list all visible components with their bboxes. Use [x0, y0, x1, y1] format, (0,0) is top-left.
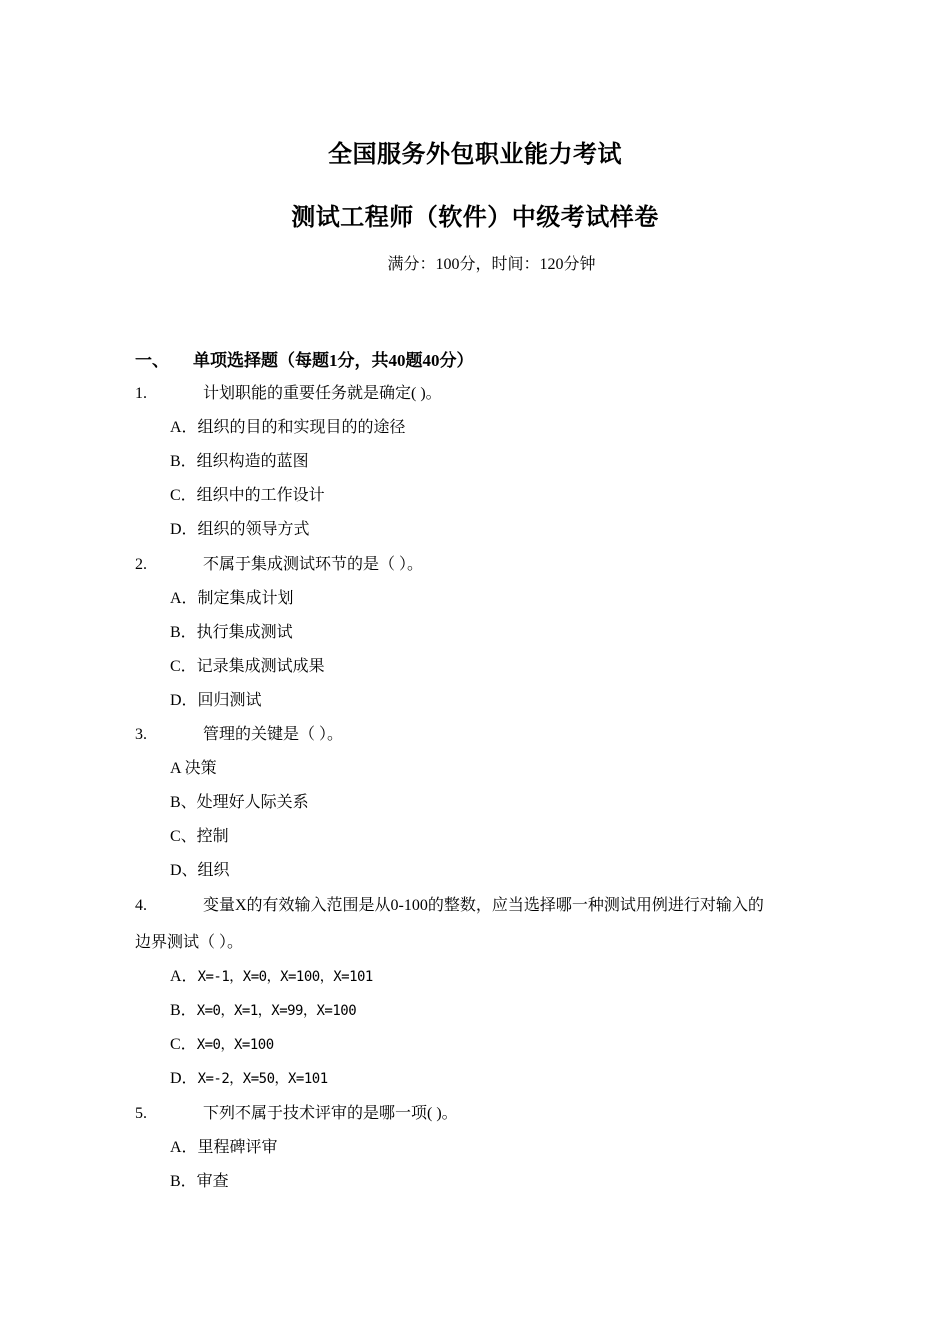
option-d: D．组织的领导方式: [170, 521, 310, 538]
question-text: 变量X的有效输入范围是从0-100的整数，应当选择哪一种测试用例进行对输入的: [203, 897, 764, 914]
question-text: 计划职能的重要任务就是确定( )。: [203, 385, 442, 402]
section-number: 一、: [135, 351, 169, 370]
option-c: C．组织中的工作设计: [170, 487, 325, 504]
option-b: B、处理好人际关系: [170, 794, 309, 811]
option-value: X=-1，X=0，X=100，X=101: [197, 969, 373, 985]
exam-meta: 满分：100分，时间：120分钟: [387, 256, 596, 273]
section-title: 单项选择题（每题1分，共40题40分）: [193, 351, 474, 370]
option-c: C、控制: [170, 828, 229, 845]
option-a: A．制定集成计划: [170, 590, 294, 607]
option-c: C．记录集成测试成果: [170, 658, 325, 675]
question-text: 管理的关键是（ ）。: [203, 726, 344, 743]
option-d: D、组织: [170, 862, 230, 879]
option-value: X=0，X=1，X=99，X=100: [196, 1003, 357, 1019]
question-text: 下列不属于技术评审的是哪一项( )。: [203, 1105, 458, 1122]
question-text-continuation: 边界测试（ ）。: [135, 934, 244, 951]
option-value: X=-2，X=50，X=101: [197, 1071, 328, 1087]
option-b: B．组织构造的蓝图: [170, 453, 309, 470]
option-b: B．审查: [170, 1173, 229, 1190]
section-heading: [135, 346, 474, 371]
option-value: X=0，X=100: [196, 1037, 274, 1053]
option-letter: B．: [170, 1002, 197, 1019]
question-number: 1.: [135, 385, 147, 402]
option-letter: D．: [170, 1070, 198, 1087]
option-a: A．组织的目的和实现目的的途径: [170, 419, 406, 436]
question-number: 3.: [135, 726, 147, 743]
question-number: 5.: [135, 1105, 147, 1122]
option-b: [170, 1001, 356, 1021]
option-a: [170, 967, 373, 987]
option-c: [170, 1035, 274, 1055]
option-a: A．里程碑评审: [170, 1139, 278, 1156]
option-d: D．回归测试: [170, 692, 262, 709]
exam-subtitle: 测试工程师（软件）中级考试样卷: [291, 205, 659, 231]
option-a: A 决策: [170, 760, 217, 777]
option-letter: C．: [170, 1036, 197, 1053]
question-text: 不属于集成测试环节的是（ ）。: [203, 556, 424, 573]
question-number: 4.: [135, 897, 147, 914]
question-number: 2.: [135, 556, 147, 573]
exam-title: 全国服务外包职业能力考试: [328, 142, 622, 168]
option-b: B．执行集成测试: [170, 624, 293, 641]
option-letter: A．: [170, 968, 198, 985]
option-d: [170, 1069, 328, 1089]
